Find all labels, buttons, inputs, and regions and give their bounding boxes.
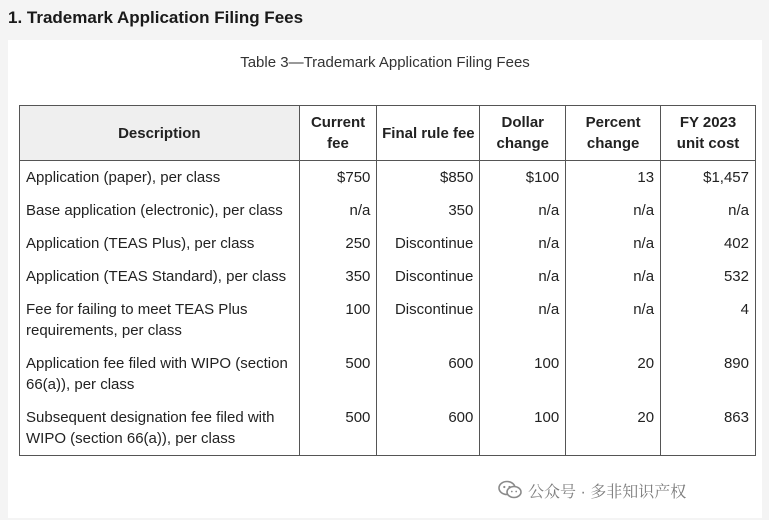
cell-unit-cost: 4	[661, 293, 756, 347]
watermark	[494, 475, 692, 505]
cell-unit-cost: 890	[661, 347, 756, 401]
cell-dollar-change: $100	[480, 161, 566, 195]
table-header-row	[20, 106, 756, 161]
cell-percent-change: n/a	[566, 227, 661, 260]
fees-table	[19, 105, 756, 456]
cell-percent-change: n/a	[566, 194, 661, 227]
cell-current-fee: n/a	[299, 194, 377, 227]
cell-percent-change: 20	[566, 347, 661, 401]
cell-description: Application (TEAS Standard), per class	[20, 260, 300, 293]
cell-percent-change: n/a	[566, 293, 661, 347]
column-header-unit-cost: FY 2023 unit cost	[661, 106, 756, 161]
cell-percent-change: 13	[566, 161, 661, 195]
column-header-dollar-change: Dollar change	[480, 106, 566, 161]
table-row	[20, 293, 756, 347]
cell-unit-cost: $1,457	[661, 161, 756, 195]
table-row	[20, 401, 756, 456]
cell-final-rule-fee: 600	[377, 347, 480, 401]
cell-dollar-change: n/a	[480, 194, 566, 227]
table-row	[20, 161, 756, 195]
cell-unit-cost: 402	[661, 227, 756, 260]
table-row	[20, 347, 756, 401]
cell-percent-change: n/a	[566, 260, 661, 293]
cell-description: Subsequent designation fee filed with WIPO (section 66(a)), per class	[20, 401, 300, 456]
cell-final-rule-fee: 600	[377, 401, 480, 456]
cell-final-rule-fee: 350	[377, 194, 480, 227]
cell-dollar-change: n/a	[480, 227, 566, 260]
cell-dollar-change: n/a	[480, 293, 566, 347]
column-header-description: Description	[20, 106, 300, 161]
cell-unit-cost: 532	[661, 260, 756, 293]
section-heading: 1. Trademark Application Filing Fees	[8, 8, 304, 27]
cell-percent-change: 20	[566, 401, 661, 456]
cell-dollar-change: 100	[480, 347, 566, 401]
table-row	[20, 227, 756, 260]
cell-current-fee: 250	[299, 227, 377, 260]
cell-description: Base application (electronic), per class	[20, 194, 300, 227]
cell-final-rule-fee: Discontinue	[377, 260, 480, 293]
cell-description: Application (TEAS Plus), per class	[20, 227, 300, 260]
cell-final-rule-fee: Discontinue	[377, 227, 480, 260]
cell-description: Fee for failing to meet TEAS Plus requirements, per class	[20, 293, 300, 347]
watermark-text: 公众号 · 多非知识产权	[528, 483, 687, 501]
table-panel	[8, 40, 762, 518]
cell-unit-cost: 863	[661, 401, 756, 456]
column-header-current-fee: Current fee	[299, 106, 377, 161]
cell-description: Application (paper), per class	[20, 161, 300, 195]
cell-final-rule-fee: $850	[377, 161, 480, 195]
table-caption: Table 3—Trademark Application Filing Fees	[240, 54, 530, 71]
table-row	[20, 260, 756, 293]
table-row	[20, 194, 756, 227]
cell-description: Application fee filed with WIPO (section 66(a)), per class	[20, 347, 300, 401]
column-header-percent-change: Percent change	[566, 106, 661, 161]
cell-dollar-change: 100	[480, 401, 566, 456]
cell-current-fee: 500	[299, 347, 377, 401]
cell-current-fee: 350	[299, 260, 377, 293]
cell-current-fee: $750	[299, 161, 377, 195]
cell-unit-cost: n/a	[661, 194, 756, 227]
cell-current-fee: 100	[299, 293, 377, 347]
cell-dollar-change: n/a	[480, 260, 566, 293]
cell-final-rule-fee: Discontinue	[377, 293, 480, 347]
cell-current-fee: 500	[299, 401, 377, 456]
wechat-icon	[498, 480, 522, 500]
column-header-final-rule-fee: Final rule fee	[377, 106, 480, 161]
